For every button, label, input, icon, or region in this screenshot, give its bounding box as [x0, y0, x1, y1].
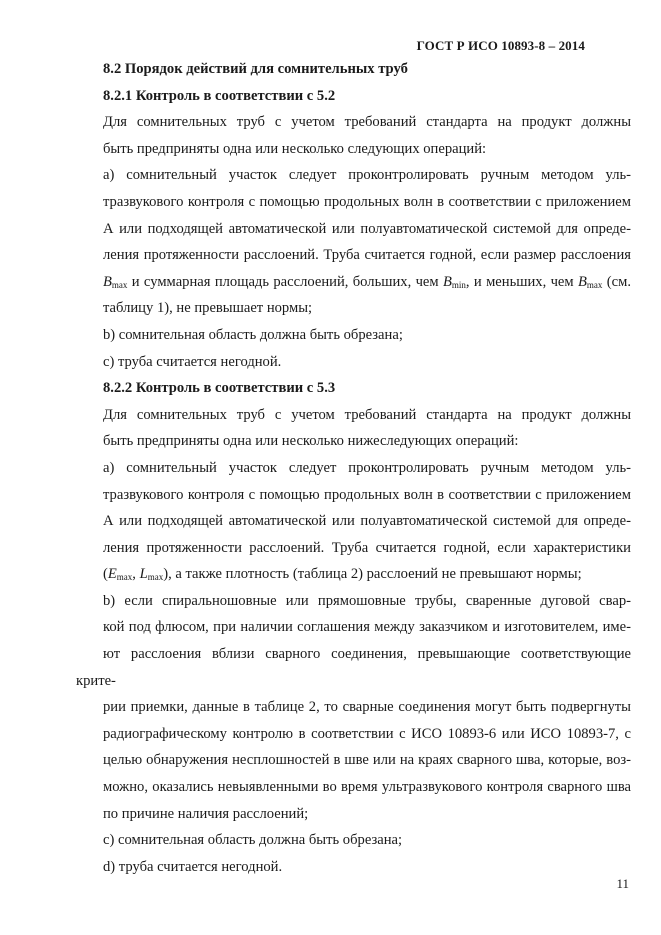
- text-fragment: ), а также плотность (таблица 2) расслоений не превышают нормы;: [163, 566, 582, 583]
- text-line: ления протяженности расслоений. Труба считается годной, если размер расслоения: [103, 247, 631, 264]
- section-8-2-1-title: 8.2.1 Контроль в соответствии с 5.2: [103, 87, 336, 104]
- text-fragment: и суммарная площадь расслоений, больших, чем: [127, 273, 443, 290]
- text-line: кой под флюсом, при наличии соглашения между заказчиком и изготовителем, име-: [103, 619, 631, 636]
- section-8-2-2-item-b: [76, 588, 631, 827]
- text-fragment: , и меньших, чем: [465, 273, 578, 290]
- text-line: ления протяженности расслоений. Труба считается годной, если характеристики: [103, 539, 631, 556]
- text-line: А или подходящей автоматической или полуавтоматической системой для опреде-: [103, 220, 631, 237]
- text-line-with-symbols: [76, 561, 631, 588]
- subscript-max: max: [586, 279, 603, 290]
- text-fragment: (: [103, 566, 108, 583]
- symbol-e: E: [107, 566, 117, 583]
- text-line: по причине наличия расслоений;: [103, 805, 309, 822]
- text-line: радиографическому контролю в соответствии с ИСО 10893-6 или ИСО 10893-7, с: [103, 725, 631, 742]
- subscript-max: max: [147, 572, 164, 583]
- text-line: быть предприняты одна или несколько нижеследующих операций:: [103, 433, 519, 450]
- text-line: а) сомнительный участок следует проконтролировать ручным методом уль-: [103, 167, 631, 184]
- section-8-2-2-item-d: d) труба считается негодной.: [103, 858, 283, 875]
- section-8-2-1-item-a: [76, 162, 631, 322]
- symbol-l: L: [139, 566, 148, 583]
- subscript-min: min: [451, 279, 466, 290]
- section-8-2-1-item-b: b) сомнительная область должна быть обрезана;: [103, 326, 403, 343]
- section-8-2-title: 8.2 Порядок действий для сомнительных труб: [103, 61, 408, 77]
- symbol-b: B: [578, 273, 587, 290]
- document-body: [76, 56, 631, 880]
- section-8-2-2-intro: [76, 402, 631, 455]
- symbol-b: B: [103, 273, 112, 290]
- text-fragment: (см.: [602, 273, 631, 290]
- section-8-2-2-item-a: [76, 455, 631, 588]
- section-8-2-1-item-c: c) труба считается негодной.: [103, 353, 282, 370]
- text-line: можно, оказались невыявленными во время ультразвукового контроля сварного шва: [103, 779, 631, 796]
- document-header: ГОСТ Р ИСО 10893-8 – 2014: [416, 38, 585, 53]
- text-line: таблицу 1), не превышает нормы;: [103, 300, 313, 317]
- text-line: быть предприняты одна или несколько следующих операций:: [103, 140, 487, 157]
- section-8-2-1-intro: [76, 109, 631, 162]
- text-line: А или подходящей автоматической или полуавтоматической системой для опреде-: [103, 513, 631, 530]
- text-line: Для сомнительных труб с учетом требований стандарта на продукт должны: [103, 114, 631, 131]
- text-line: Для сомнительных труб с учетом требований стандарта на продукт должны: [103, 406, 631, 423]
- text-line: целью обнаружения несплошностей в шве или на краях сварного шва, которые, воз-: [103, 752, 631, 769]
- subscript-max: max: [116, 572, 133, 583]
- text-line: ют расслоения вблизи сварного соединения, превышающие соответствующие крите-: [76, 646, 631, 689]
- text-line: тразвукового контроля с помощью продольных волн в соответствии с приложением: [103, 193, 631, 210]
- symbol-b: B: [442, 273, 452, 290]
- text-line: тразвукового контроля с помощью продольных волн в соответствии с приложением: [103, 486, 631, 503]
- section-8-2-2-title: 8.2.2 Контроль в соответствии с 5.3: [103, 380, 336, 397]
- text-line: b) если спиральношовные или прямошовные трубы, сваренные дуговой свар-: [103, 592, 631, 609]
- section-8-2-2-item-c: c) сомнительная область должна быть обрезана;: [103, 832, 403, 849]
- text-line: а) сомнительный участок следует проконтролировать ручным методом уль-: [103, 459, 631, 476]
- page-number: 11: [616, 876, 629, 891]
- subscript-max: max: [111, 279, 128, 290]
- text-line: рии приемки, данные в таблице 2, то сварные соединения могут быть подвергнуты: [103, 699, 631, 716]
- text-line-with-symbols: [76, 269, 631, 296]
- text-fragment: ,: [132, 566, 140, 583]
